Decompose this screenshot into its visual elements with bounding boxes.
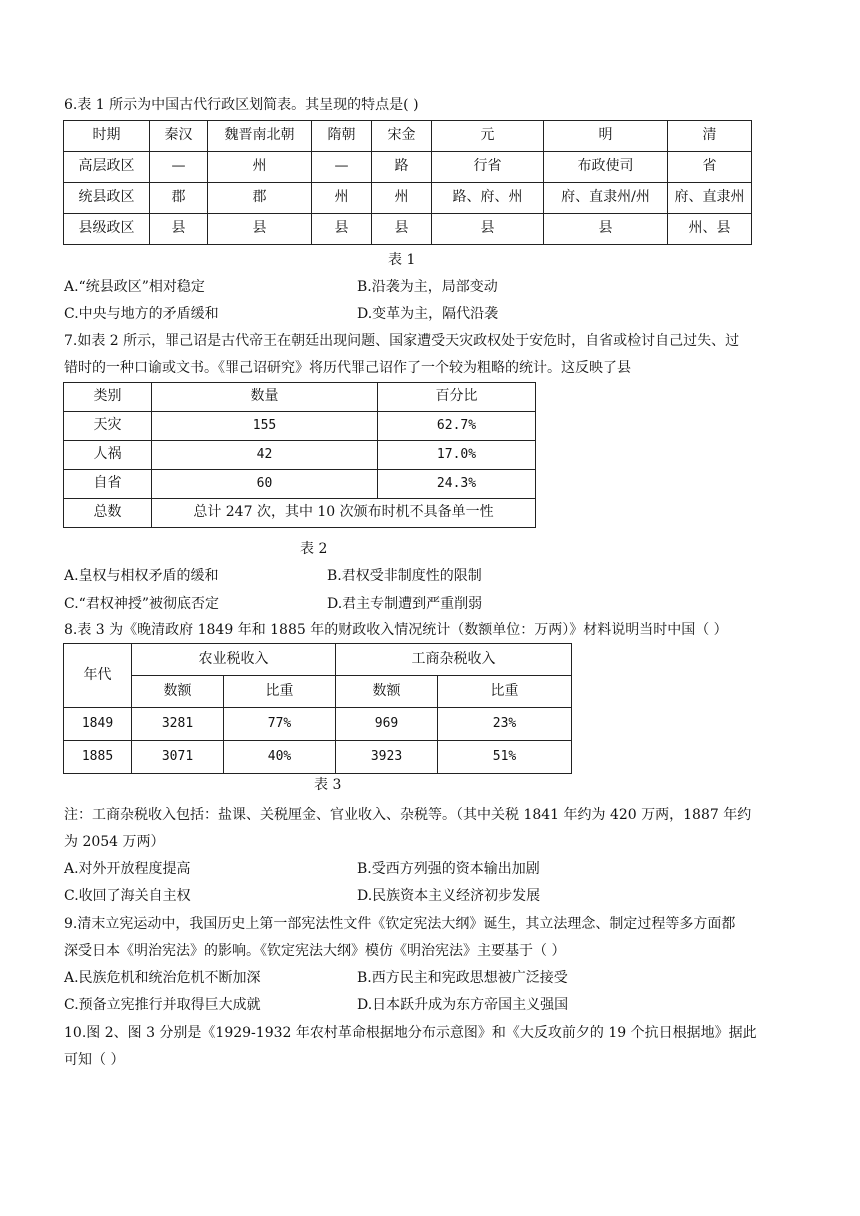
q7-option-a[interactable]: A.皇权与相权矛盾的缓和: [64, 568, 219, 584]
q9-stem-line-2: 深受日本《明治宪法》的影响。《钦定宪法大纲》模仿《明治宪法》主要基于（ ）: [64, 943, 566, 959]
table-cell: 统县政区: [64, 183, 150, 214]
q8-note-line-2: 为 2054 万两）: [64, 834, 165, 850]
table-cell: 路、府、州: [432, 183, 544, 214]
q7-stem-line-2: 错时的一种口谕或文书。《罪己诏研究》将历代罪己诏作了一个较为粗略的统计。这反映了县: [64, 360, 631, 376]
table-cell: 51%: [438, 741, 572, 774]
table-cell: 40%: [224, 741, 336, 774]
table-cell: 42: [152, 441, 378, 470]
table-header-cell: 年代: [64, 644, 132, 708]
table-cell: 人祸: [64, 441, 152, 470]
q6-stem: 6.表 1 所示为中国古代行政区划简表。其呈现的特点是( ): [64, 97, 419, 113]
q6-option-a[interactable]: A.“统县政区”相对稳定: [64, 279, 205, 295]
table-cell: 府、直隶州: [668, 183, 752, 214]
q8-option-b[interactable]: B.受西方列强的资本输出加剧: [357, 861, 540, 877]
table-cell: 3071: [132, 741, 224, 774]
table-1-header-row: [64, 121, 752, 152]
table-1-caption: 表 1: [388, 252, 416, 268]
table-cell: 路: [372, 152, 432, 183]
table-header-cell: 百分比: [378, 383, 536, 412]
table-3-group-header-row: [64, 644, 572, 676]
table-cell: 省: [668, 152, 752, 183]
table-header-cell: 秦汉: [150, 121, 208, 152]
table-3: [63, 643, 572, 774]
q7-stem-line-1: 7.如表 2 所示，罪己诏是古代帝王在朝廷出现问题、国家遭受天灾政权处于安危时，自省或检讨自己过失、过: [64, 333, 740, 349]
table-cell: —: [312, 152, 372, 183]
table-cell: 县: [312, 214, 372, 245]
table-cell: —: [150, 152, 208, 183]
table-header-cell: 数量: [152, 383, 378, 412]
table-cell: 969: [336, 708, 438, 741]
q9-option-b[interactable]: B.西方民主和宪政思想被广泛接受: [357, 970, 568, 986]
table-2-caption: 表 2: [300, 541, 328, 557]
table-cell: 17.0%: [378, 441, 536, 470]
table-cell: 县: [208, 214, 312, 245]
q7-option-c[interactable]: C.“君权神授”被彻底否定: [64, 596, 219, 612]
table-3-caption: 表 3: [314, 777, 342, 793]
table-row: [64, 708, 572, 741]
q8-option-a[interactable]: A.对外开放程度提高: [64, 861, 191, 877]
table-cell: 24.3%: [378, 470, 536, 499]
table-cell: 总数: [64, 499, 152, 528]
table-cell: 77%: [224, 708, 336, 741]
table-cell: 县: [544, 214, 668, 245]
table-cell: 州: [372, 183, 432, 214]
table-cell: 郡: [208, 183, 312, 214]
table-header-cell: 比重: [438, 676, 572, 708]
table-header-cell: 隋朝: [312, 121, 372, 152]
table-cell: 1849: [64, 708, 132, 741]
table-cell: 县级政区: [64, 214, 150, 245]
table-header-cell: 农业税收入: [132, 644, 336, 676]
q8-option-c[interactable]: C.收回了海关自主权: [64, 888, 191, 904]
table-cell: 县: [372, 214, 432, 245]
table-header-cell: 明: [544, 121, 668, 152]
table-header-cell: 宋金: [372, 121, 432, 152]
table-cell: 府、直隶州/州: [544, 183, 668, 214]
table-cell: 州: [312, 183, 372, 214]
q9-stem-line-1: 9.清末立宪运动中，我国历史上第一部宪法性文件《钦定宪法大纲》诞生，其立法理念、制定过程等多方面都: [64, 916, 736, 932]
table-cell: 60: [152, 470, 378, 499]
q7-option-b[interactable]: B.君权受非制度性的限制: [327, 568, 482, 584]
table-cell: 高层政区: [64, 152, 150, 183]
table-header-cell: 比重: [224, 676, 336, 708]
q9-option-a[interactable]: A.民族危机和统治危机不断加深: [64, 970, 261, 986]
table-header-cell: 时期: [64, 121, 150, 152]
table-row: [64, 183, 752, 214]
table-row: [64, 412, 536, 441]
table-header-cell: 魏晋南北朝: [208, 121, 312, 152]
table-cell: 3923: [336, 741, 438, 774]
table-cell: 县: [150, 214, 208, 245]
q9-option-c[interactable]: C.预备立宪推行并取得巨大成就: [64, 997, 261, 1013]
table-cell: 23%: [438, 708, 572, 741]
table-2: [63, 382, 536, 528]
table-total-row: [64, 499, 536, 528]
table-header-cell: 类别: [64, 383, 152, 412]
table-row: [64, 152, 752, 183]
q8-option-d[interactable]: D.民族资本主义经济初步发展: [357, 888, 541, 904]
q8-stem: 8.表 3 为《晚清政府 1849 年和 1885 年的财政收入情况统计（数额单位：万两）》材料说明当时中国（ ）: [64, 622, 728, 638]
table-row: [64, 741, 572, 774]
table-row: [64, 214, 752, 245]
table-1: [63, 120, 752, 245]
table-cell: 县: [432, 214, 544, 245]
table-header-cell: 工商杂税收入: [336, 644, 572, 676]
table-row: [64, 470, 536, 499]
table-header-cell: 数额: [336, 676, 438, 708]
table-cell: 郡: [150, 183, 208, 214]
table-cell: 行省: [432, 152, 544, 183]
table-header-cell: 清: [668, 121, 752, 152]
table-cell: 布政使司: [544, 152, 668, 183]
table-row: [64, 441, 536, 470]
q9-option-d[interactable]: D.日本跃升成为东方帝国主义强国: [357, 997, 569, 1013]
table-cell: 62.7%: [378, 412, 536, 441]
table-header-cell: 元: [432, 121, 544, 152]
q10-stem-line-2: 可知（ ）: [64, 1052, 125, 1068]
table-cell: 州: [208, 152, 312, 183]
table-header-cell: 数额: [132, 676, 224, 708]
table-2-header-row: [64, 383, 536, 412]
table-3-sub-header-row: [64, 676, 572, 708]
table-cell: 州、县: [668, 214, 752, 245]
table-cell: 155: [152, 412, 378, 441]
table-cell: 自省: [64, 470, 152, 499]
q10-stem-line-1: 10.图 2、图 3 分别是《1929-1932 年农村革命根据地分布示意图》和《大反攻前夕的 19 个抗日根据地》据此: [64, 1025, 757, 1041]
table-cell: 1885: [64, 741, 132, 774]
q7-option-d[interactable]: D.君主专制遭到严重削弱: [327, 596, 483, 612]
q6-option-d[interactable]: D.变革为主，隔代沿袭: [357, 306, 499, 322]
q6-option-b[interactable]: B.沿袭为主，局部变动: [357, 279, 498, 295]
table-cell: 3281: [132, 708, 224, 741]
table-cell: 天灾: [64, 412, 152, 441]
q6-option-c[interactable]: C.中央与地方的矛盾缓和: [64, 306, 219, 322]
table-cell: 总计 247 次，其中 10 次颁布时机不具备单一性: [152, 499, 536, 528]
q8-note-line-1: 注：工商杂税收入包括：盐课、关税厘金、官业收入、杂税等。（其中关税 1841 年约为 420 万两，1887 年约: [64, 807, 752, 823]
